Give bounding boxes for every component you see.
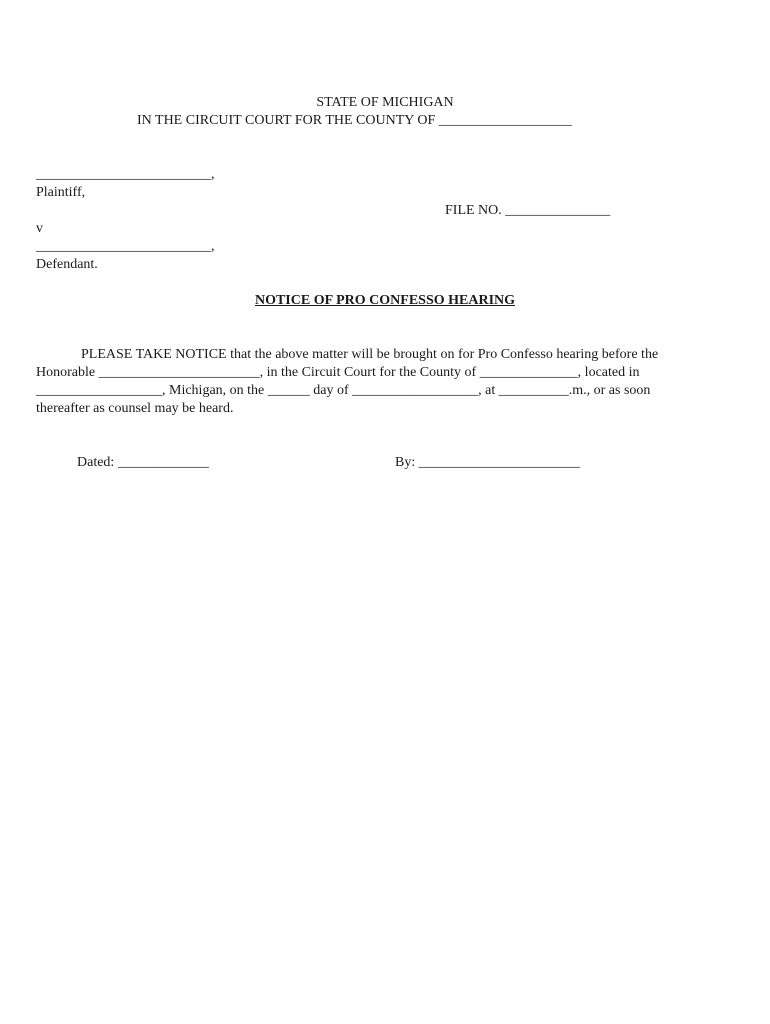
defendant-name-blank: _________________________, [36, 239, 215, 254]
state-heading: STATE OF MICHIGAN [316, 95, 454, 110]
defendant-label: Defendant. [36, 257, 98, 272]
plaintiff-label: Plaintiff, [36, 185, 86, 200]
court-heading: IN THE CIRCUIT COURT FOR THE COUNTY OF ___________________ [137, 113, 572, 128]
file-number: FILE NO. _______________ [445, 203, 611, 218]
document-title: NOTICE OF PRO CONFESSO HEARING [254, 293, 516, 308]
body-line-3: __________________, Michigan, on the ______ day of __________________, at __________.m., or as soon [36, 383, 651, 398]
body-line-2: Honorable _______________________, in the Circuit Court for the County of ______________, located in [36, 365, 640, 380]
dated-field: Dated: _____________ [77, 455, 209, 470]
signature-by-field: By: _______________________ [395, 455, 580, 470]
body-line-4: thereafter as counsel may be heard. [36, 401, 234, 416]
versus-label: v [36, 221, 43, 236]
plaintiff-name-blank: _________________________, [36, 167, 215, 182]
body-line-1: PLEASE TAKE NOTICE that the above matter will be brought on for Pro Confesso hearing before the [81, 347, 659, 362]
